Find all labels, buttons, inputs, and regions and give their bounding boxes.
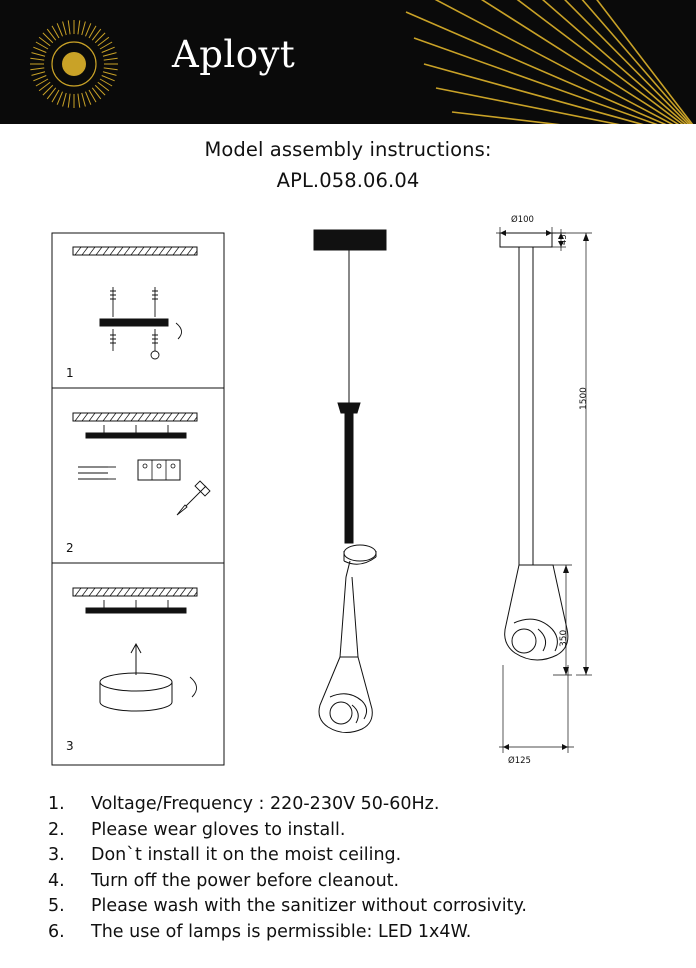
note-number: 4.: [48, 870, 65, 891]
title-line-2: APL.058.06.04: [276, 169, 420, 192]
note-text: Don`t install it on the moist ceiling.: [91, 845, 402, 865]
pendant-lamp-front-view: [314, 230, 386, 733]
note-number: 5.: [48, 896, 65, 916]
note-text: Turn off the power before cleanout.: [91, 870, 400, 891]
brand-name: Aployt: [172, 33, 296, 76]
sunburst-logo-icon: [28, 18, 120, 110]
page-title: [0, 138, 696, 192]
note-number: 2.: [48, 819, 65, 840]
step-label-2: 2: [66, 541, 74, 555]
dim-canopy-diameter: Ø100: [511, 215, 534, 225]
list-item: [48, 894, 678, 920]
dim-total-drop: 1500: [579, 387, 589, 410]
dim-shade-height: 350: [559, 629, 569, 647]
list-item: [48, 792, 678, 818]
list-item: [48, 920, 678, 946]
list-item: [48, 869, 678, 895]
list-item: [48, 818, 678, 844]
dim-canopy-height: 45: [559, 234, 569, 245]
step1-diagram: [66, 247, 197, 380]
step-label-3: 3: [66, 739, 74, 753]
pendant-lamp-dimensioned-view: [496, 214, 592, 766]
note-text: The use of lamps is permissible: LED 1x4W.: [91, 921, 472, 942]
steps-panel: [52, 233, 224, 765]
notes-list: [48, 792, 678, 945]
step-label-1: 1: [66, 366, 74, 380]
note-number: 6.: [48, 921, 65, 942]
note-text: Please wash with the sanitizer without corrosivity.: [91, 896, 527, 916]
note-number: 1.: [48, 794, 65, 814]
step3-diagram: [66, 588, 197, 753]
assembly-drawings: [0, 205, 696, 780]
list-item: [48, 843, 678, 869]
fan-rays-icon: [376, 0, 696, 124]
note-number: 3.: [48, 845, 65, 865]
title-line-1: Model assembly instructions:: [204, 138, 492, 161]
note-text: Voltage/Frequency : 220-230V 50-60Hz.: [91, 794, 440, 814]
dim-shade-diameter: Ø125: [508, 756, 531, 766]
step2-diagram: [66, 413, 210, 555]
header-banner: [0, 0, 696, 124]
note-text: Please wear gloves to install.: [91, 819, 346, 840]
